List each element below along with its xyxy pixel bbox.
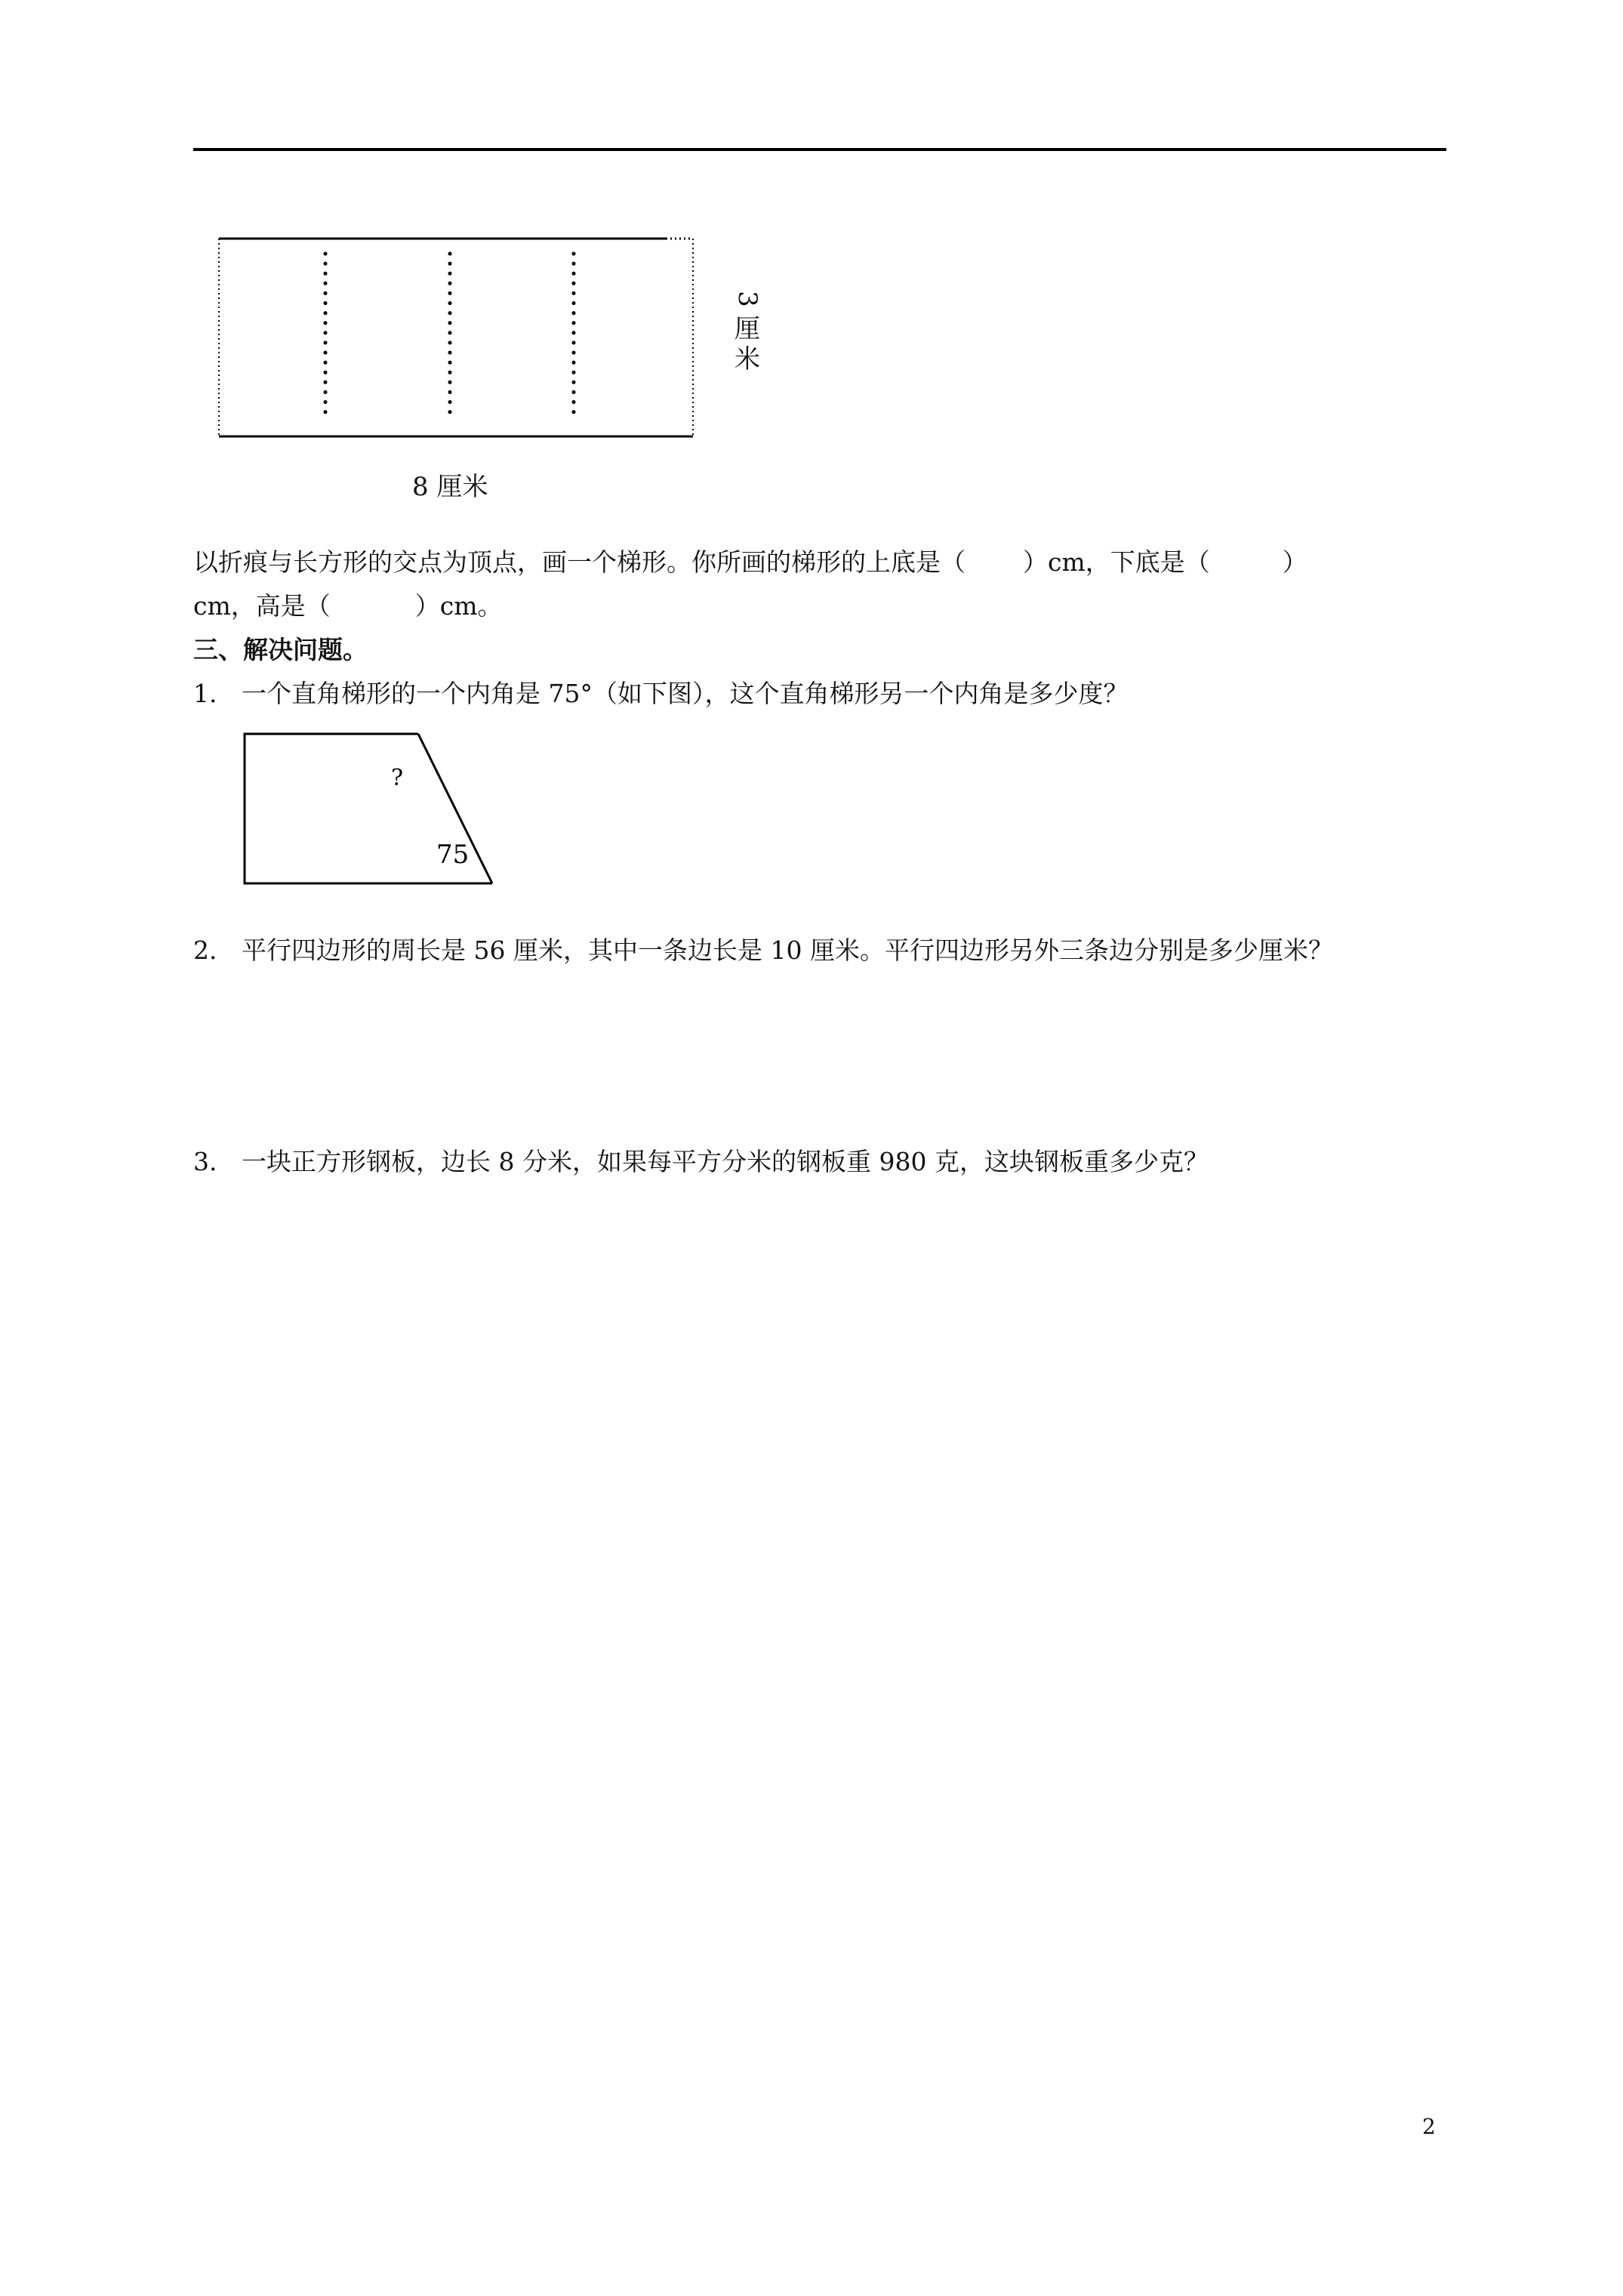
fill-task-line-2 [193, 587, 503, 625]
question-3-number: 3. [193, 1147, 217, 1176]
fill-task-text-2: ）cm，下底是（ [1023, 547, 1210, 577]
question-3-text: 一块正方形钢板，边长 8 分米，如果每平方分米的钢板重 980 克，这块钢板重多少克？ [242, 1147, 1209, 1176]
question-2 [193, 932, 1333, 969]
unknown-angle-label: ? [391, 765, 404, 791]
fill-task-text-3: cm，高是（ [193, 591, 331, 621]
fill-task-text-4: ）cm。 [414, 591, 503, 621]
fill-task-close: ） [1282, 547, 1307, 577]
trapezoid-outline [245, 734, 418, 883]
height-label-char-2: 米 [735, 344, 760, 374]
question-2-number: 2. [193, 935, 217, 965]
question-3 [193, 1143, 1209, 1181]
height-label [731, 284, 764, 374]
right-trapezoid-figure [234, 725, 513, 891]
question-1-number: 1. [193, 679, 217, 708]
page-number: 2 [1422, 2114, 1436, 2139]
fill-task-line-1 [193, 544, 1307, 581]
folded-rectangle-figure [211, 227, 710, 453]
section-heading: 三、解决问题。 [193, 635, 368, 664]
width-label: 8 厘米 [412, 472, 488, 502]
fill-task-text-1: 以折痕与长方形的交点为顶点，画一个梯形。你所画的梯形的上底是（ [193, 547, 965, 577]
header-rule [193, 148, 1446, 151]
height-label-digit: 3 [732, 291, 762, 307]
height-label-char-1: 厘 [735, 314, 760, 344]
question-2-text: 平行四边形的周长是 56 厘米，其中一条边长是 10 厘米。平行四边形另外三条边分别是多少厘米？ [242, 935, 1333, 965]
question-1 [193, 675, 1128, 713]
angle-75-label: 75 [436, 840, 470, 870]
question-1-text: 一个直角梯形的一个内角是 75°（如下图），这个直角梯形另一个内角是多少度？ [242, 679, 1129, 708]
